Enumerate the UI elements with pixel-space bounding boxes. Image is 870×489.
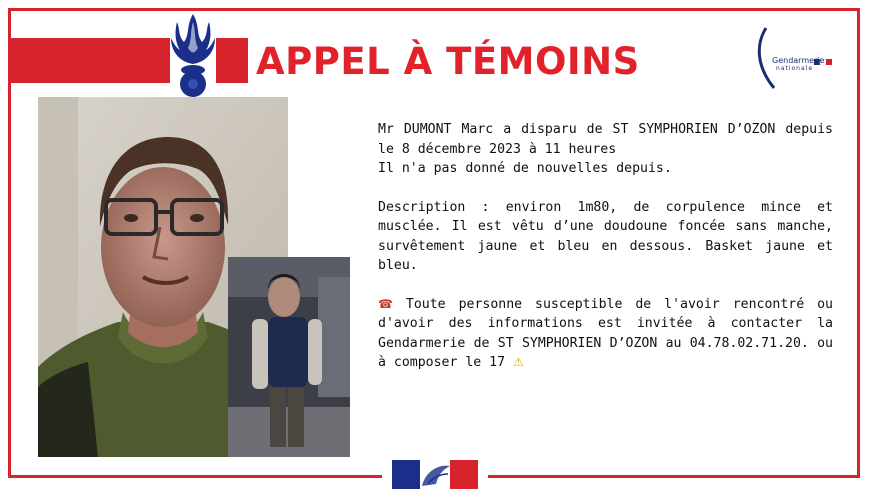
marianne-republic-logo-icon xyxy=(392,460,478,489)
appeal-text xyxy=(378,120,833,392)
cctv-photo xyxy=(228,257,350,457)
warning-icon: ⚠ xyxy=(513,355,524,369)
contact-text: Toute personne susceptible de l'avoir rencontré ou d'avoir des informations est invitée à contacter la Gendarmerie de ST SYMPHORIEN D’OZON au 04.78.02.71.20. ou à composer le 17 xyxy=(378,296,833,370)
disappearance-text: Mr DUMONT Marc a disparu de ST SYMPHORIEN D’OZON depuis le 8 décembre 2023 à 11 heures xyxy=(378,122,833,157)
description-paragraph: Description : environ 1m80, de corpulence mince et musclée. Il est vêtu d’une doudoune foncée sans manche, survêtement jaune et bleu en dessous. Basket jaune et bleu. xyxy=(378,199,833,273)
page-title: APPEL À TÉMOINS xyxy=(256,40,640,83)
no-news-text: Il n'a pas donné de nouvelles depuis. xyxy=(378,161,672,176)
contact-paragraph xyxy=(378,295,833,373)
gendarmerie-grenade-icon xyxy=(168,12,218,98)
telephone-icon: ☎ xyxy=(378,296,393,311)
gendarmerie-logo-line2: nationale xyxy=(776,65,814,72)
gendarmerie-logo-line1: Gendarmerie xyxy=(772,56,825,65)
disappearance-paragraph xyxy=(378,120,833,179)
